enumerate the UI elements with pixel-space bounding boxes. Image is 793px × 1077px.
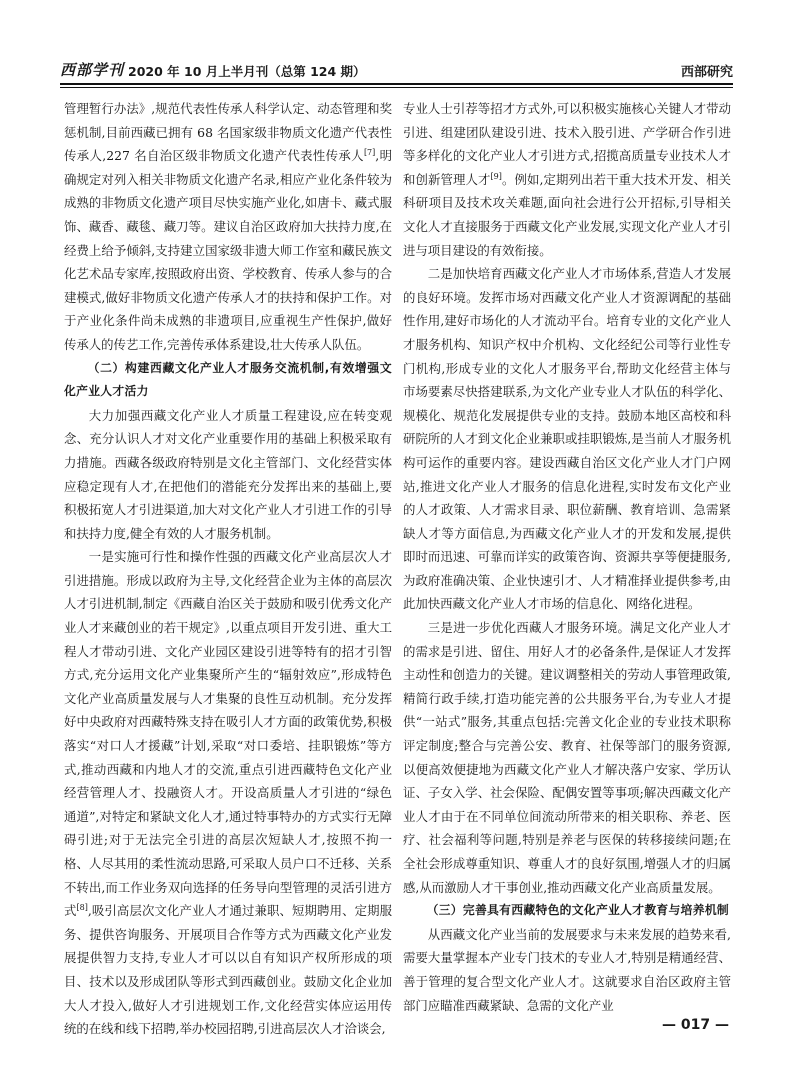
header-left bbox=[60, 59, 366, 80]
paragraph bbox=[403, 97, 731, 262]
paragraph: 大力加强西藏文化产业人才质量工程建设,应在转变观念、充分认识人才对文化产业重要作用的基础上积极采取有力措施。西藏各级政府特别是文化主管部门、文化经营实体应稳定现有人才,在把他们的潜能充分发挥出来的基础上,要积极拓宽人才引进渠道,加大对文化产业人才引进工作的引导和扶持力度,健全有效的人才服务机制。 bbox=[64, 407, 392, 541]
paragraph-text: ,明确规定对列入相关非物质文化遗产名录,相应产业化条件较为成熟的非物质文化遗产项目尽快实施产业化,如唐卡、藏式服饰、藏香、藏毯、藏刀等。建议自治区政府加大扶持力度,在经费上给予倾斜,支持建立国家级非遗大师工作室和藏民族文化艺术品专家库,按照政府出资、学校教育、传承人参与的合建模式,做好非物质文化遗产传承人才的扶持和保护工作。对于产业化条件尚未成熟的非遗项目,应重视生产性保护,做好传承人的传艺工作,完善传承体系建设,壮大传承人队伍。 bbox=[64, 148, 392, 352]
running-header bbox=[60, 58, 733, 80]
header-rule-thin bbox=[60, 87, 733, 88]
subsection-heading: （二）构建西藏文化产业人才服务交流机制,有效增强文化产业人才活力 bbox=[64, 360, 392, 399]
paragraph-text: ,吸引高层次文化产业人才通过兼职、短期聘用、定期服务、提供咨询服务、开展项目合作等方式为西藏文化产业发展提供智力支持,专业人才可以以自有知识产权所形成的项目、技术以及形成团队等形式到西藏创业。鼓励文化企业加大人才投入,做好人才引进规划工作,文化经营实体应运用传统的在线和线下招聘,举办校园招聘,引进高层次人才洽谈会, bbox=[64, 903, 392, 1037]
paragraph: 从西藏文化产业当前的发展要求与未来发展的趋势来看,需要大量掌握本产业专门技术的专业人才,特别是精通经营、善于管理的复合型文化产业人才。这就要求自治区政府主管部门应瞄准西藏紧缺、急需的文化产业 bbox=[403, 926, 731, 1013]
paragraph-text: 。例如,定期列出若干重大技术开发、相关科研项目及技术攻关难题,面向社会进行公开招标,引导相关文化人才直接服务于西藏文化产业发展,实现文化产业人才引进与项目建设的有效衔接。 bbox=[403, 171, 731, 258]
citation-ref: [7] bbox=[363, 148, 376, 158]
paragraph: 二是加快培育西藏文化产业人才市场体系,营造人才发展的良好环境。发挥市场对西藏文化产业人才资源调配的基础性作用,建好市场化的人才流动平台。培育专业的文化产业人才服务机构、知识产权中介机构、文化经纪公司等行业性专门机构,形成专业的文化人才服务平台,帮助文化经营主体与市场要素尽快搭建联系,为文化产业专业人才队伍的科学化、规模化、规范化发展提供专业的支持。鼓励本地区高校和科研院所的人才到文化企业兼职或挂职锻炼,是当前人才服务机构可运作的重要内容。建设西藏自治区文化产业人才门户网站,推进文化产业人才服务的信息化进程,实时发布文化产业的人才政策、人才需求目录、职位薪酬、教育培训、急需紧缺人才等方面信息,为西藏文化产业人才的开发和发展,提供即时而迅速、可靠而详实的政策咨询、资源共享等便捷服务,为政府准确决策、企业快速引才、人才精准择业提供参考,由此加快西藏文化产业人才市场的信息化、网络化进程。 bbox=[403, 266, 731, 612]
citation-ref: [8] bbox=[76, 903, 88, 913]
left-column bbox=[64, 97, 392, 1037]
right-column bbox=[403, 97, 731, 1013]
paragraph-text: 专业人士引荐等招才方式外,可以积极实施核心关键人才带动引进、组建团队建设引进、技术入股引进、产学研合作引进等多样化的文化产业人才引进方式,招揽高质量专业技术人才和创新管理人才 bbox=[403, 101, 731, 187]
section-name: 西部研究 bbox=[680, 65, 733, 80]
journal-logo: 西部学刊 bbox=[60, 61, 125, 79]
subsection-heading: （三）完善具有西藏特色的文化产业人才教育与培养机制 bbox=[426, 903, 730, 918]
page-number: — 017 — bbox=[662, 1017, 729, 1033]
issue-info: 2020 年 10 月上半月刊（总第 124 期） bbox=[128, 64, 366, 79]
paragraph-text: 管理暂行办法》,规范代表性传承人科学认定、动态管理和奖惩机制,目前西藏已拥有 68 名国家级非物质文化遗产代表性传承人,227 名自治区级非物质文化遗产代表性传承人 bbox=[64, 101, 392, 164]
paragraph-text: 一是实施可行性和操作性强的西藏文化产业高层次人才引进措施。形成以政府为主导,文化经营企业为主体的高层次人才引进机制,制定《西藏自治区关于鼓励和吸引优秀文化产业人才来藏创业的若干规定》,以重点项目开发引进、重大工程人才带动引进、文化产业园区建设引进等特有的招才引智方式,充分运用文化产业集聚所产生的“辐射效应”,形成特色文化产业高质量发展与人才集聚的良性互动机制。充分发挥好中央政府对西藏特殊支持在吸引人才方面的政策优势,积极落实“对口人才援藏”计划,采取“对口委培、挂职锻炼”等方式,推动西藏和内地人才的交流,重点引进西藏特色文化产业经营管理人才、投融资人才。开设高质量人才引进的“绿色通道”,对特定和紧缺文化人才,通过特事特办的方式实行无障碍引进;对于无法完全引进的高层次短缺人才,按照不拘一格、人尽其用的柔性流动思路,可采取人员户口不迁移、关系不转出,而工作业务双向选择的任务导向型管理的灵活引进方式 bbox=[64, 549, 392, 919]
header-rule-thick bbox=[60, 83, 733, 85]
citation-ref: [9] bbox=[490, 171, 502, 181]
paragraph bbox=[64, 97, 392, 357]
paragraph: 三是进一步优化西藏人才服务环境。满足文化产业人才的需求是引进、留住、用好人才的必备条件,是保证人才发挥主动性和创造力的关键。建议调整相关的劳动人事管理政策,精简行政手续,打造功能完善的公共服务平台,为专业人才提供“一站式”服务,其重点包括:完善文化企业的专业技术职称评定制度;整合与完善公安、教育、社保等部门的服务资源,以便高效便捷地为西藏文化产业人才解决落户安家、学历认证、子女入学、社会保险、配偶安置等事项;解决西藏文化产业人才由于在不同单位间流动所带来的相关职称、养老、医疗、社会福利等问题,特别是养老与医保的转移接续问题;在全社会形成尊重知识、尊重人才的良好氛围,增强人才的归属感,从而激励人才干事创业,推动西藏文化产业高质量发展。 bbox=[403, 620, 731, 895]
paragraph bbox=[64, 545, 392, 1040]
